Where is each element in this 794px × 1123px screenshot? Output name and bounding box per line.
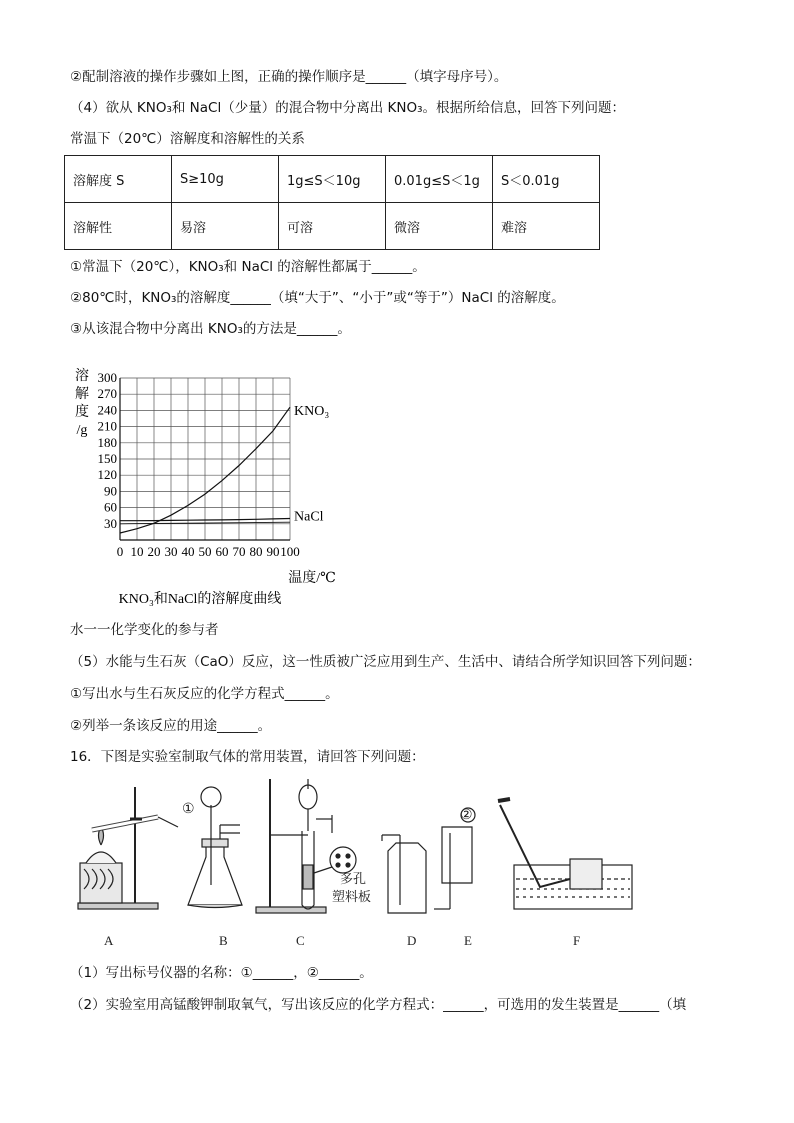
series-labels [294,404,329,524]
x-tick-label: 100 [280,544,300,559]
x-tick-label: 90 [266,544,280,559]
label-e: E [464,933,472,948]
ylabel-char: 解 [75,387,89,402]
y-tick-label: 210 [97,418,117,434]
q5-sub1-text: ①写出水与生石灰反应的化学方程式______。 [70,686,339,702]
q16-sub1-text: （1）写出标号仪器的名称：①______，②______。 [70,965,373,981]
table-cell: 难溶 [493,203,600,250]
chart-title: KNO₃和NaCl的溶解度曲线 [118,592,282,607]
x-tick-label: 40 [181,544,195,559]
label-a: A [104,933,114,948]
table-cell: 可溶 [279,203,386,250]
label-c: C [296,933,305,948]
y-ticks [98,370,118,531]
apparatus-b [188,787,242,908]
series-label: NaCl [294,509,324,525]
table-row [65,156,600,203]
y-tick-label: 270 [97,386,117,402]
x-ticks [117,544,300,559]
y-tick-label: 60 [104,499,117,515]
y-axis-label [75,367,89,438]
solubility-table [64,155,600,250]
apparatus-a [78,787,178,909]
apparatus-f [498,799,632,909]
table-cell: 微溶 [386,203,493,250]
x-tick-label: 0 [116,544,124,559]
x-tick-label: 50 [198,544,212,559]
q4-sub3-text: ③从该混合物中分离出 KNO₃的方法是______。 [70,321,351,337]
y-tick-label: 90 [104,483,117,499]
q4-sub1-text: ①常温下（20℃），KNO₃和 NaCl 的溶解性都属于______。 [70,259,426,275]
q16-sub2-text: （2）实验室用高锰酸钾制取氧气，写出该反应的化学方程式：______，可选用的发生装置是______（填 [70,997,687,1013]
marker-2: ② [460,808,473,823]
x-tick-label: 10 [130,544,144,559]
table-caption: 常温下（20℃）溶解度和溶解性的关系 [70,131,305,147]
y-tick-label: 120 [97,467,117,483]
x-axis-label: 温度/℃ [288,571,336,586]
ylabel-char: /g [76,423,88,438]
y-tick-label: 30 [104,515,117,531]
y-tick-label: 180 [97,434,117,450]
table-cell: 0.01g≤S＜1g [386,156,493,203]
table-cell: 易溶 [172,203,279,250]
q16-intro-text: 16．下图是实验室制取气体的常用装置，请回答下列问题： [70,749,425,765]
q5-sub2-text: ②列举一条该反应的用途______。 [70,718,272,734]
table-cell: 溶解性 [65,203,172,250]
q4-intro-text: （4）欲从 KNO₃和 NaCl（少量）的混合物中分离出 KNO₃。根据所给信息，回答下列问题： [70,100,625,116]
apparatus-d [382,835,426,913]
chart-grid [120,378,290,540]
q3-sub2-text: ②配制溶液的操作步骤如上图，正确的操作顺序是______（填字母序号）。 [70,69,508,85]
label-d: D [407,933,417,948]
table-row [65,203,600,250]
x-tick-label: 70 [232,544,246,559]
x-tick-label: 30 [164,544,178,559]
q5-intro-text: （5）水能与生石灰（CaO）反应，这一性质被广泛应用到生产、生活中、请结合所学知识回答下列问题： [70,654,701,670]
x-tick-label: 20 [147,544,161,559]
ylabel-char: 溶 [75,369,89,384]
ylabel-char: 度 [75,405,89,420]
solubility-chart [70,360,360,610]
marker-1: ① [182,802,195,817]
q4-sub2-text: ②80℃时，KNO₃的溶解度______（填“大于”、“小于”或“等于”）NaCl 的溶解度。 [70,290,565,306]
table-cell: S≥10g [172,156,279,203]
table-cell: 1g≤S＜10g [279,156,386,203]
label-f: F [573,933,581,948]
y-tick-label: 300 [97,370,117,385]
series-label: KNO₃ [294,404,330,420]
y-tick-label: 150 [97,451,117,466]
plate-label-1: 多孔 [340,871,367,886]
apparatus-e [434,808,475,909]
section-water-heading: 水一一化学变化的参与者 [70,622,219,638]
label-b: B [219,933,228,948]
table-cell: 溶解度 S [65,156,172,203]
x-tick-label: 60 [215,544,229,559]
gas-apparatus-figure [70,775,720,955]
table-cell: S＜0.01g [493,156,600,203]
plate-label-2: 塑料板 [332,889,372,904]
x-tick-label: 80 [249,544,263,559]
y-tick-label: 240 [97,402,117,418]
